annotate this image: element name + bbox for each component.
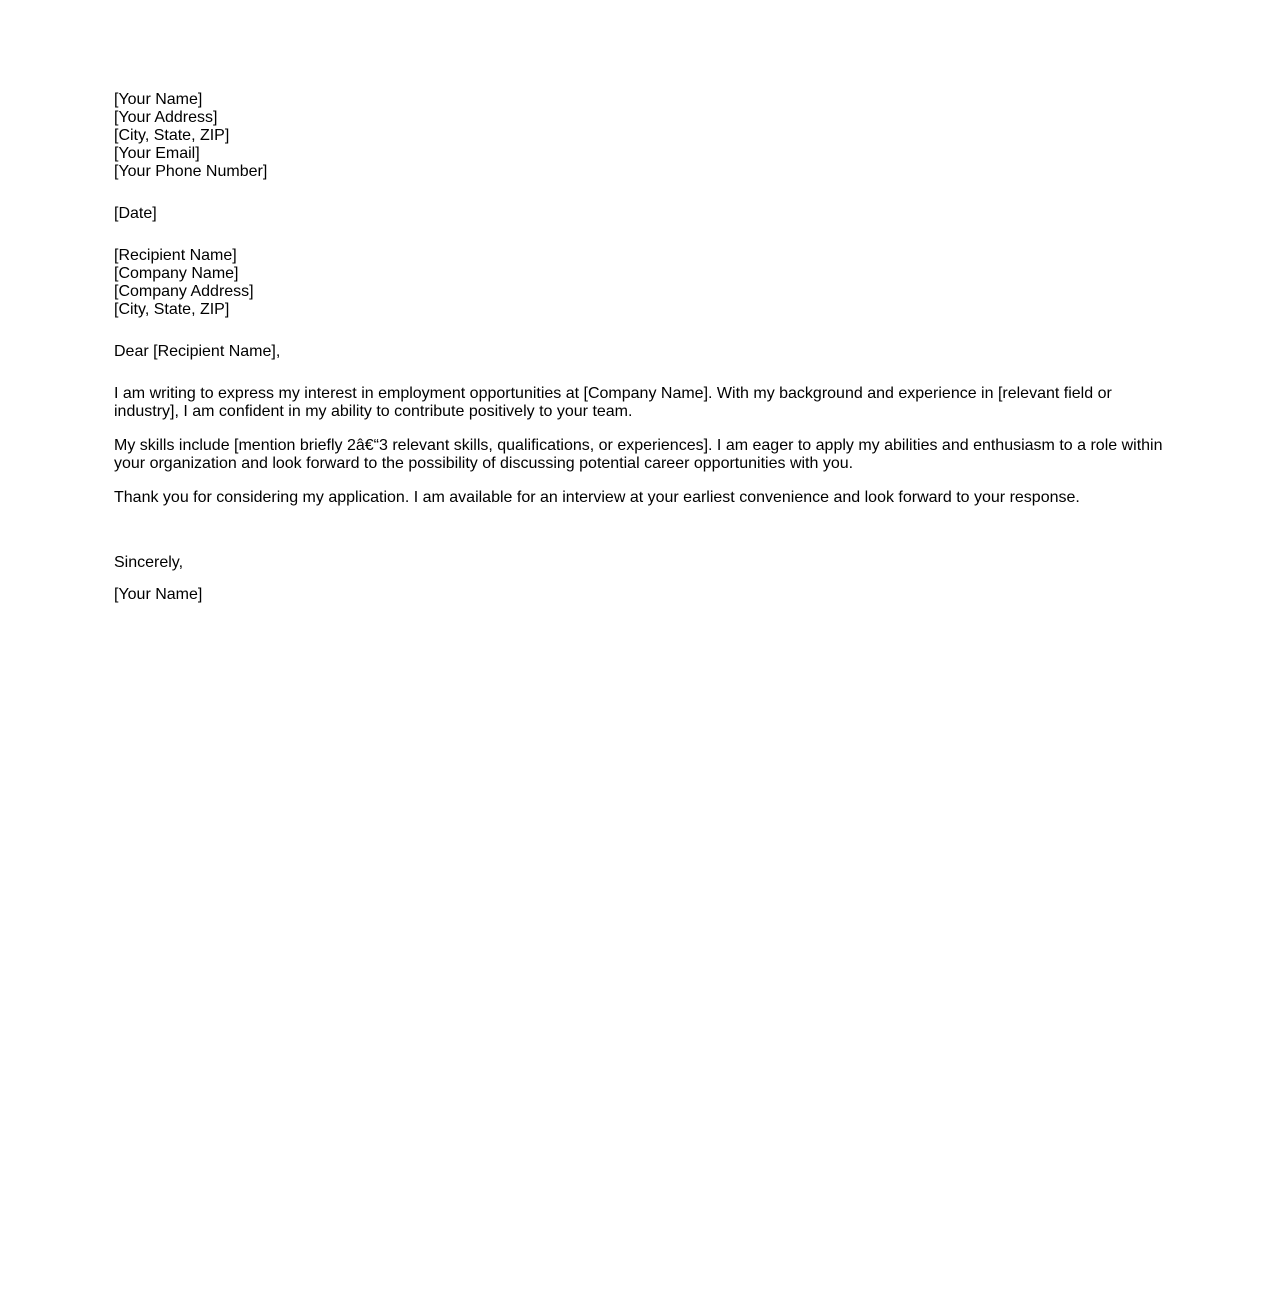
sender-name: [Your Name] [114, 91, 203, 108]
body-paragraph-2: My skills include [mention briefly 2â€“3 relevant skills, qualifications, or experiences]. I am eager to apply my abilities and enthusiasm to a role within your organization and look forward to the possibility of discussing potential career opportunities with you. [114, 437, 1163, 472]
sender-block [114, 91, 1174, 181]
signature: [Your Name] [114, 586, 203, 603]
recipient-company-address: [Company Address] [114, 283, 254, 300]
letter-date: [Date] [114, 205, 157, 222]
date-block [114, 205, 1174, 223]
recipient-name: [Recipient Name] [114, 247, 237, 264]
salutation: Dear [Recipient Name], [114, 343, 281, 360]
body-paragraph-1: I am writing to express my interest in employment opportunities at [Company Name]. With my background and experience in [relevant field or industry], I am confident in my ability to contribute positively to your team. [114, 385, 1112, 420]
recipient-block [114, 247, 1174, 319]
closing: Sincerely, [114, 554, 184, 571]
sender-address: [Your Address] [114, 109, 218, 126]
sender-city-state-zip: [City, State, ZIP] [114, 127, 230, 144]
sender-phone: [Your Phone Number] [114, 163, 268, 180]
body-paragraph-3: Thank you for considering my application. I am available for an interview at your earliest convenience and look forward to your response. [114, 489, 1080, 506]
cover-letter [114, 91, 1174, 604]
sender-email: [Your Email] [114, 145, 200, 162]
recipient-company: [Company Name] [114, 265, 239, 282]
recipient-city-state-zip: [City, State, ZIP] [114, 301, 230, 318]
